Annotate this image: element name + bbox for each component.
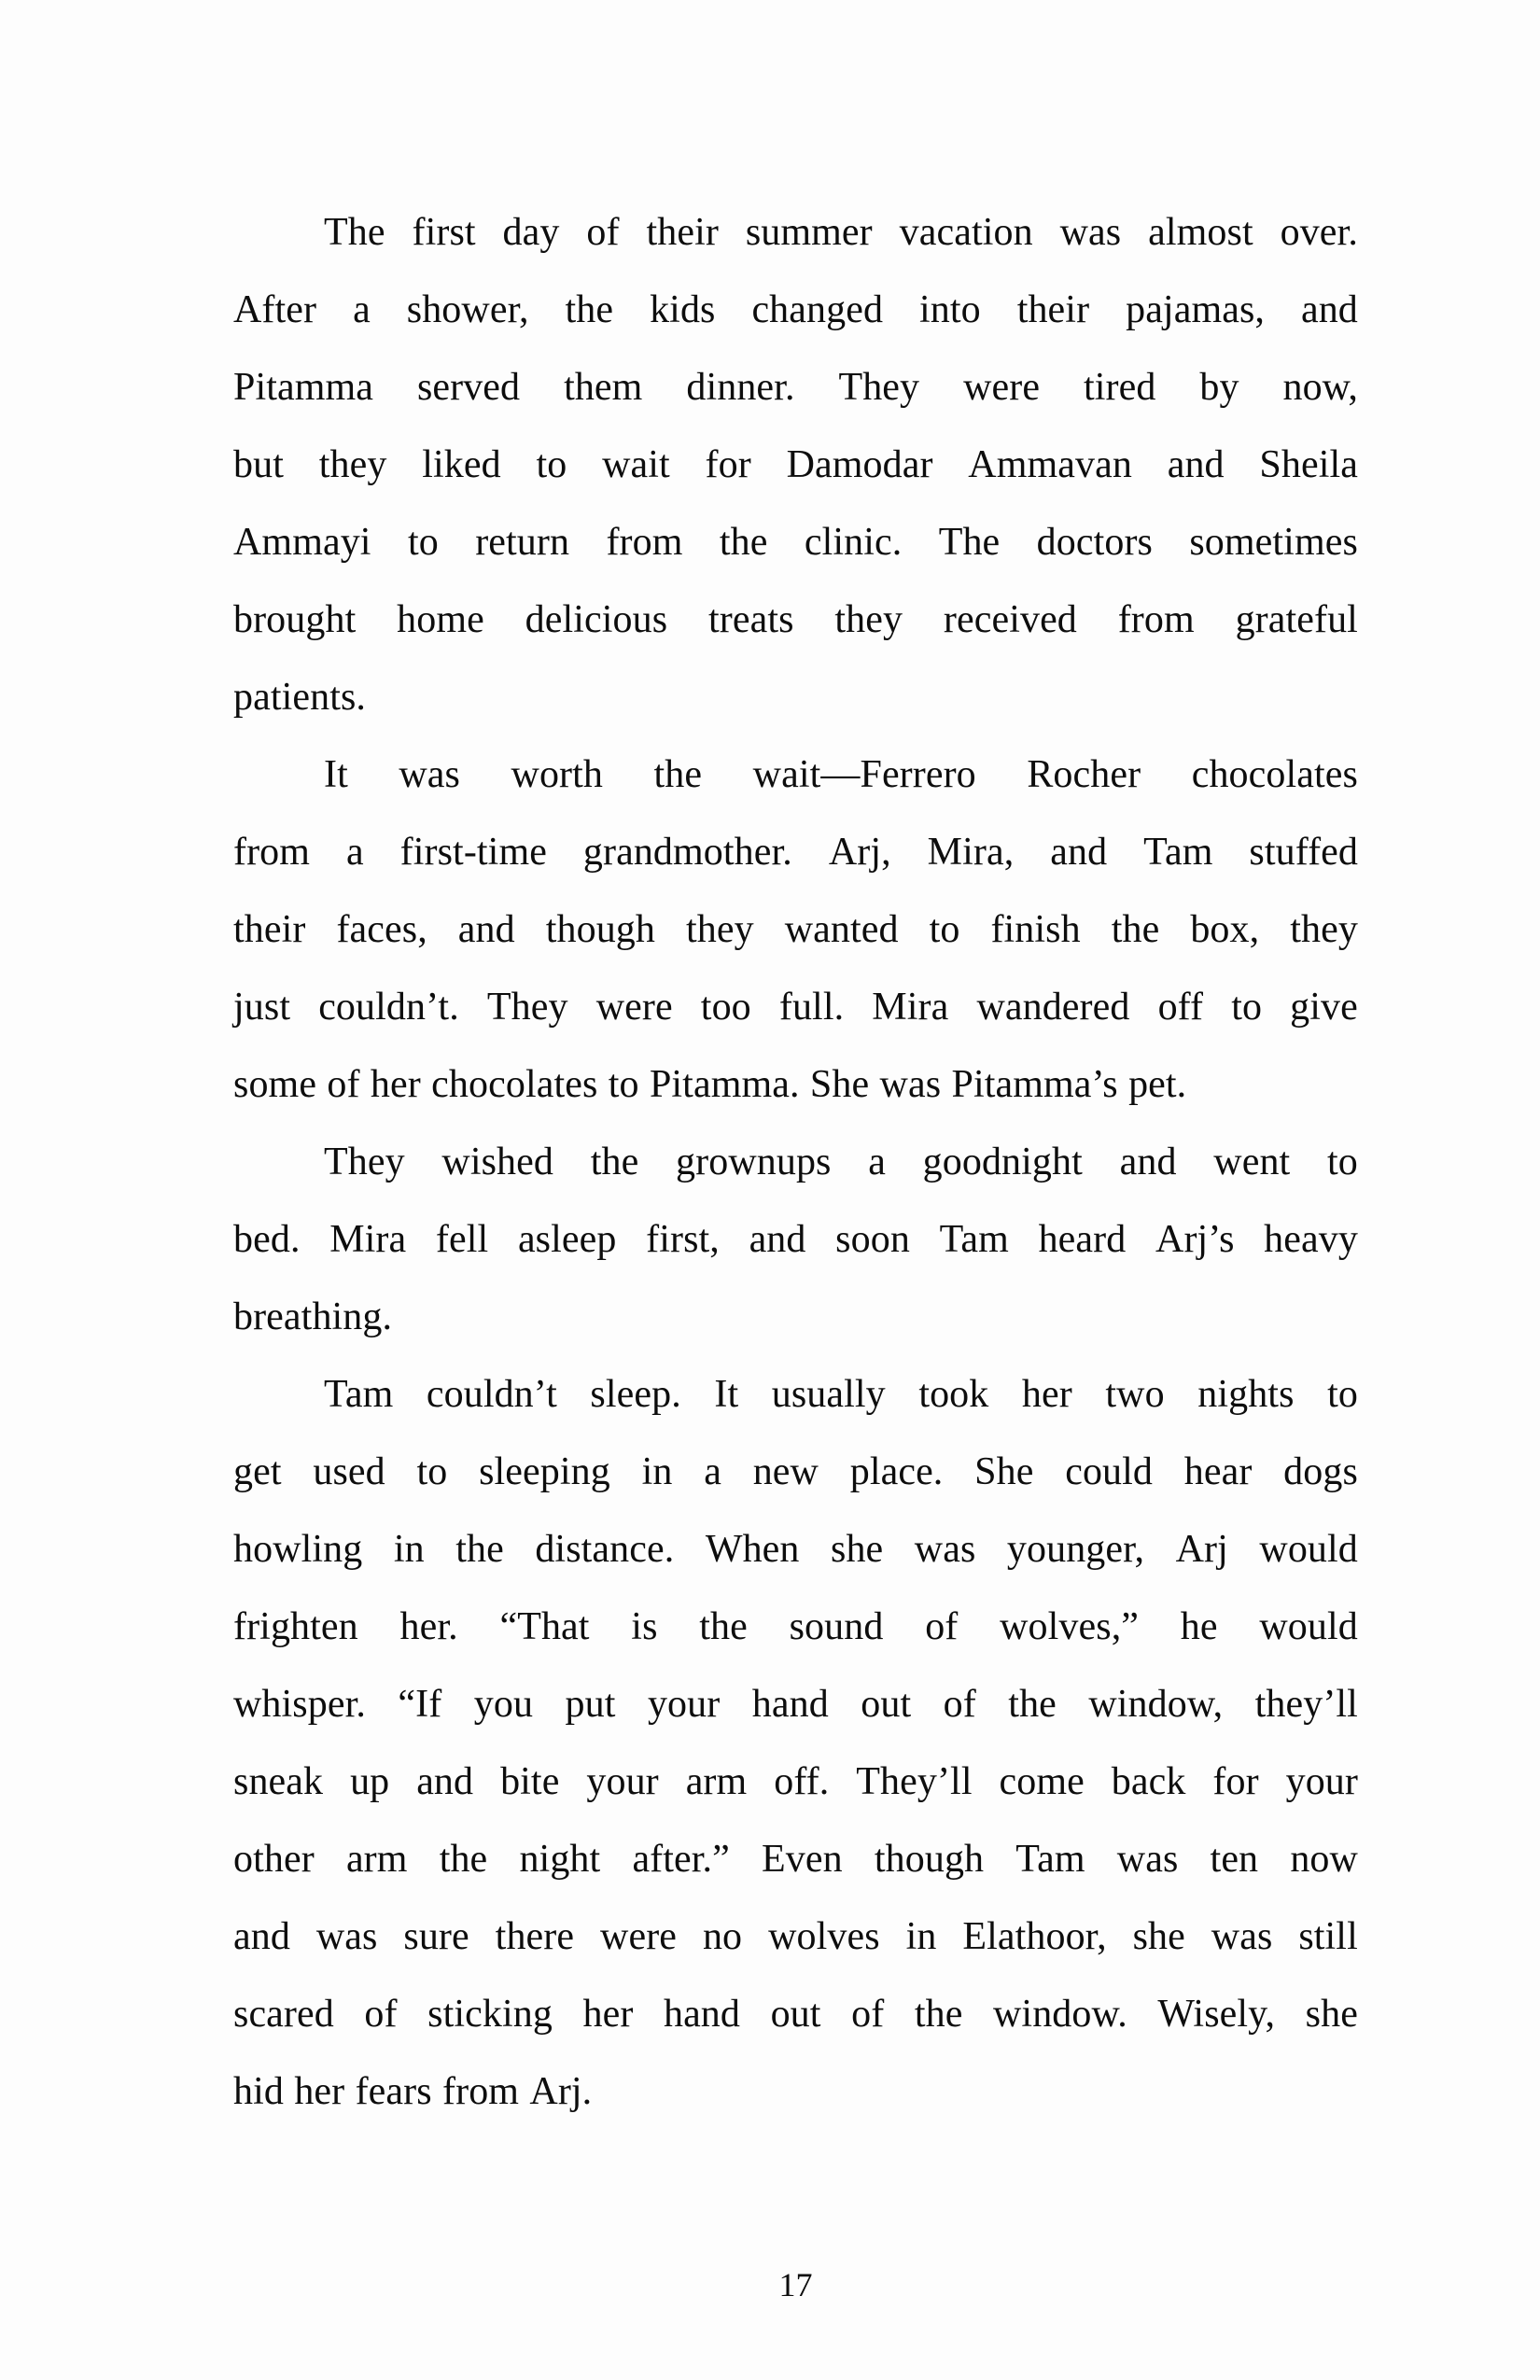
text-line: and was sure there were no wolves in Elathoor, she was still [233,1914,1358,1958]
text-line: hid her fears from Arj. [233,2069,593,2113]
paragraph [233,193,1358,735]
text-line: After a shower, the kids changed into their pajamas, and [233,287,1358,331]
text-block [233,193,1358,2130]
text-line: Tam couldn’t sleep. It usually took her two nights to [324,1372,1358,1416]
text-line: breathing. [233,1295,393,1338]
text-line: brought home delicious treats they received from grateful [233,597,1358,641]
text-line: get used to sleeping in a new place. She could hear dogs [233,1449,1358,1493]
text-line: other arm the night after.” Even though Tam was ten now [233,1837,1358,1881]
text-line: Pitamma served them dinner. They were tired by now, [233,365,1358,409]
text-line: howling in the distance. When she was younger, Arj would [233,1527,1358,1571]
text-line: whisper. “If you put your hand out of the window, they’ll [233,1682,1358,1726]
text-line: some of her chocolates to Pitamma. She was Pitamma’s pet. [233,1062,1187,1106]
text-line: The first day of their summer vacation was almost over. [324,210,1358,254]
text-line: their faces, and though they wanted to finish the box, they [233,907,1358,951]
text-line: They wished the grownups a goodnight and went to [324,1140,1358,1183]
text-line: Ammayi to return from the clinic. The doctors sometimes [233,520,1358,564]
text-line: patients. [233,675,367,719]
text-line: just couldn’t. They were too full. Mira wandered off to give [233,985,1358,1029]
page-number: 17 [778,2266,813,2303]
paragraph [233,1355,1358,2130]
paragraph [233,1123,1358,1355]
text-line: scared of sticking her hand out of the window. Wisely, she [233,1992,1358,2036]
paragraph [233,735,1358,1123]
text-line: It was worth the wait—Ferrero Rocher chocolates [324,752,1358,796]
text-line: sneak up and bite your arm off. They’ll come back for your [233,1759,1358,1803]
text-line: frighten her. “That is the sound of wolves,” he would [233,1604,1358,1648]
text-line: but they liked to wait for Damodar Ammavan and Sheila [233,442,1358,486]
text-line: from a first-time grandmother. Arj, Mira, and Tam stuffed [233,830,1358,874]
text-line: bed. Mira fell asleep first, and soon Tam heard Arj’s heavy [233,1217,1358,1261]
